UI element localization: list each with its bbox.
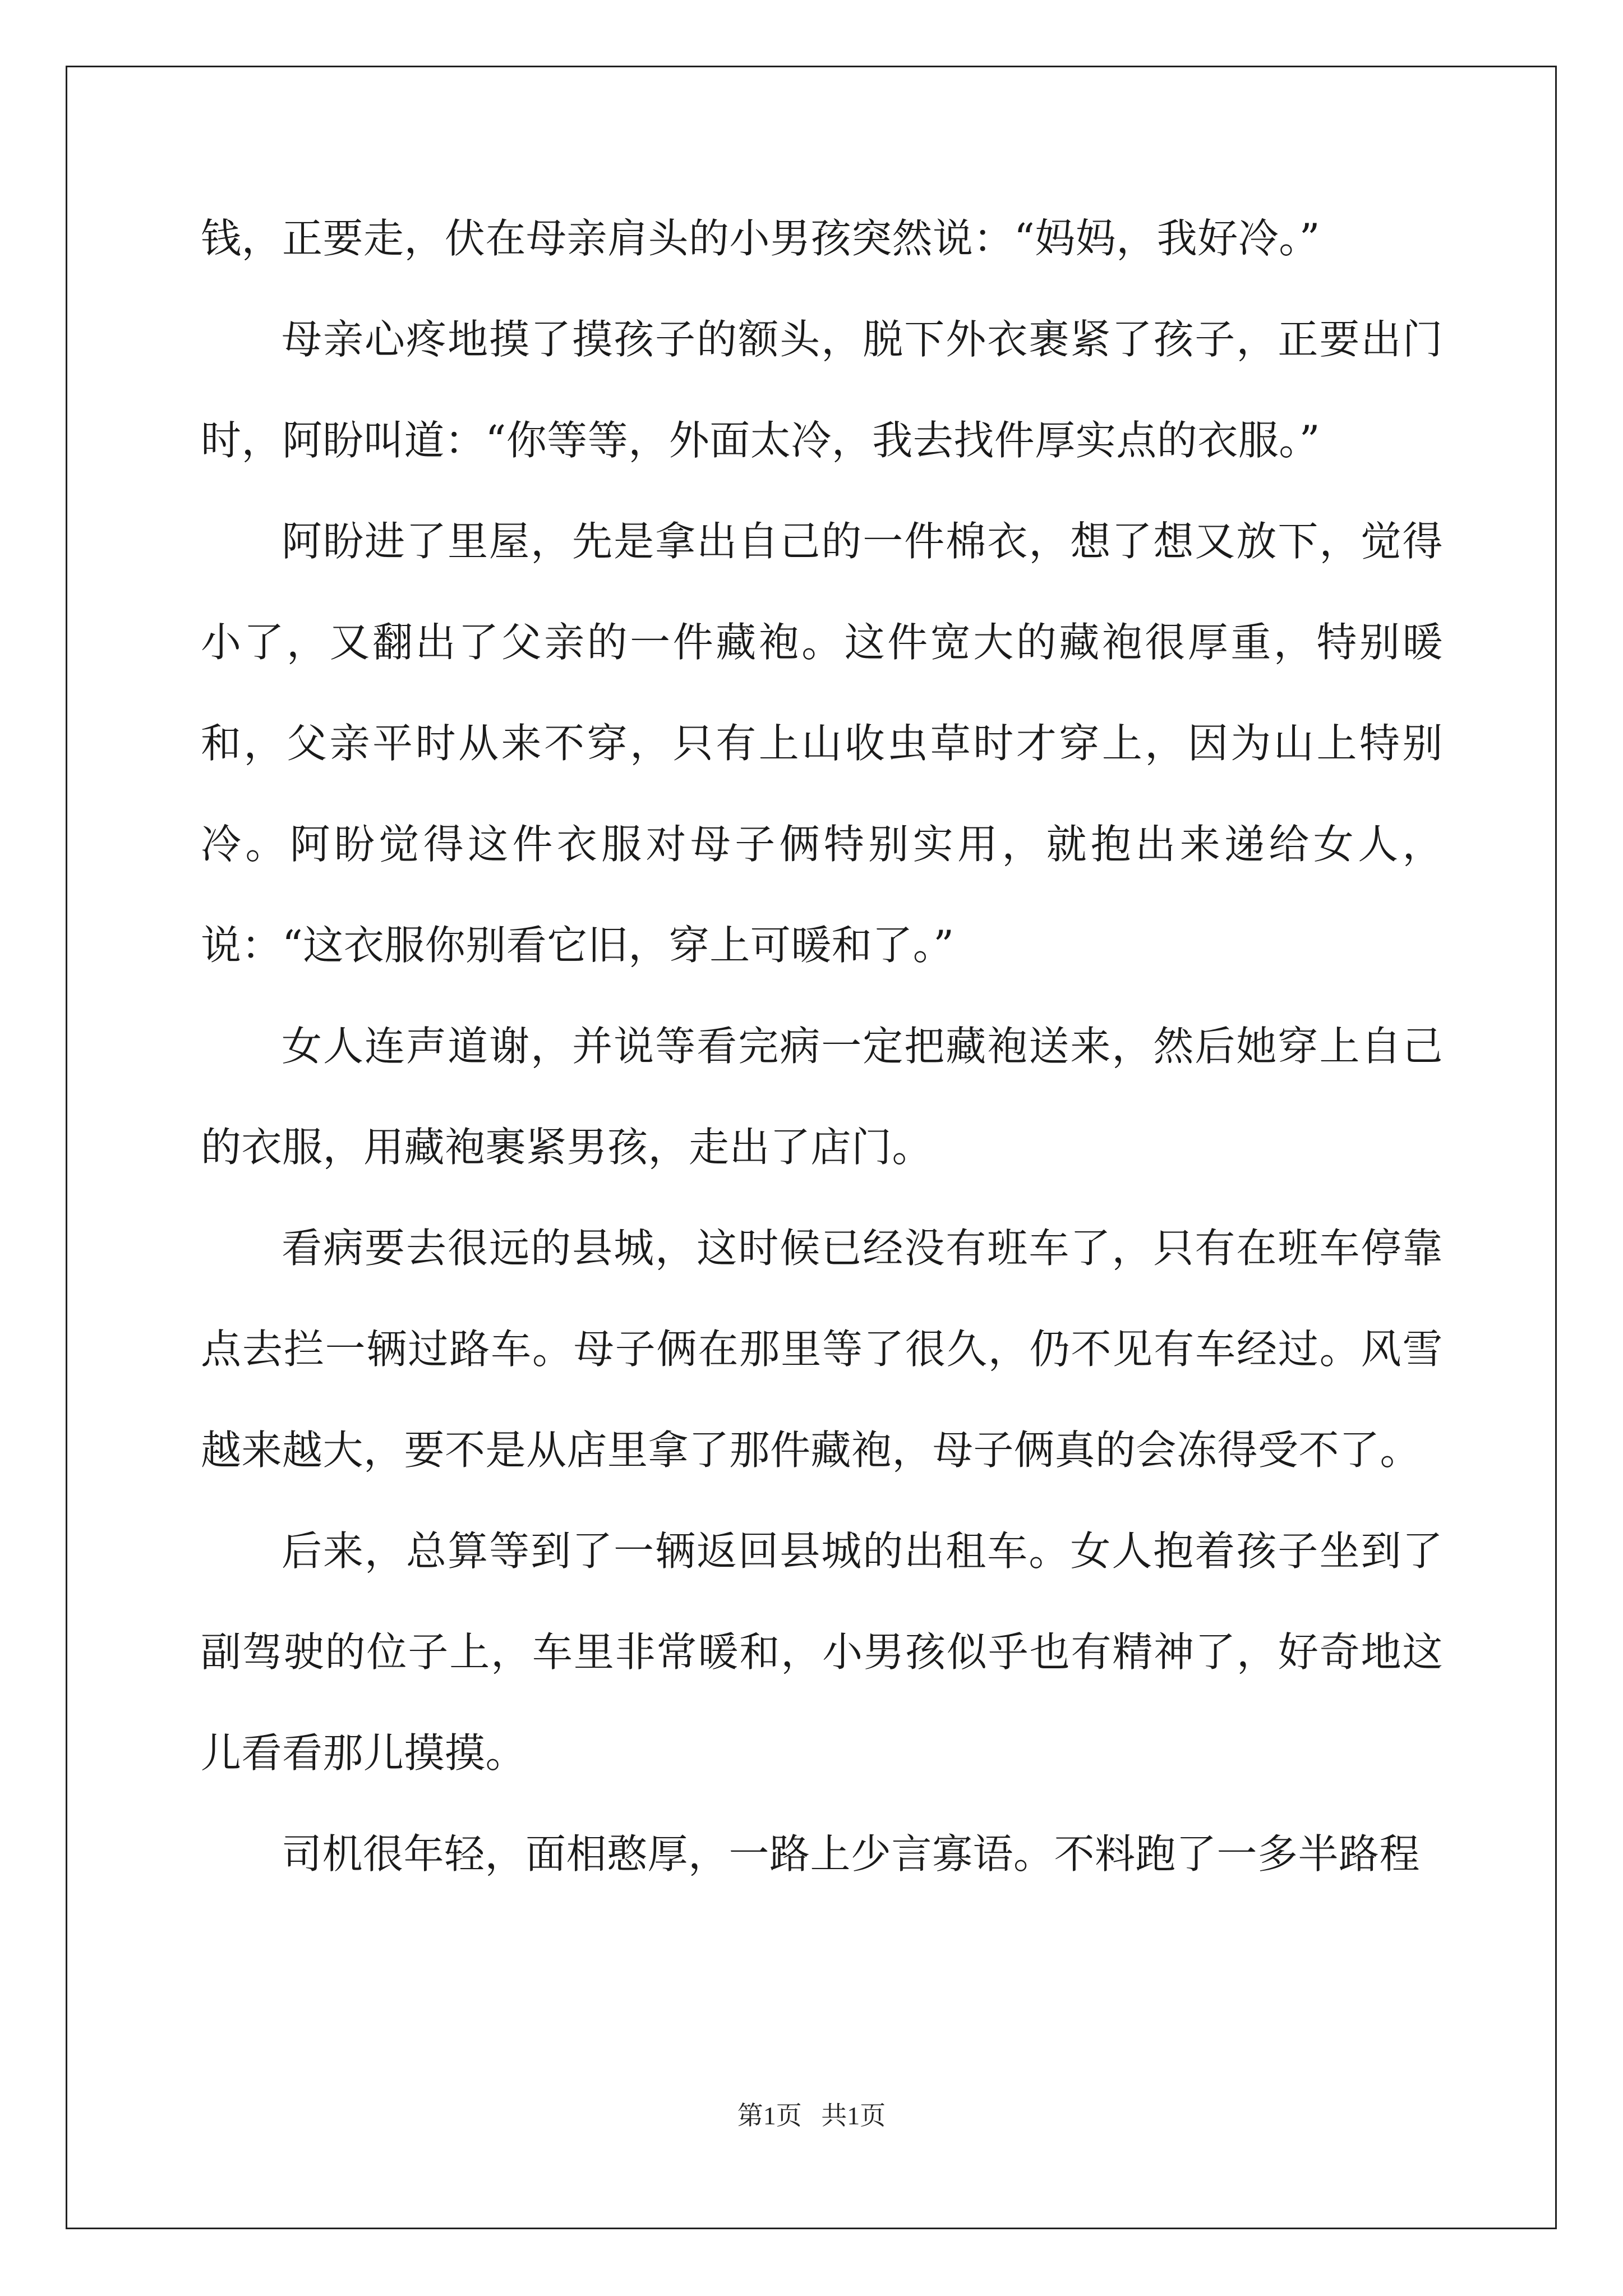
page-footer: 第1页 共1页 bbox=[737, 2101, 886, 2130]
paragraph-2: 母亲心疼地摸了摸孩子的额头，脱下外衣裹紧了孩子，正要出门时，阿盼叫道：“你等等，外面太冷，我去找件厚实点的衣服。” bbox=[201, 316, 1443, 464]
paragraph-7: 司机很年轻，面相憨厚，一路上少言寡语。不料跑了一多半路程 bbox=[282, 1830, 1421, 1878]
paragraph-6: 后来，总算等到了一辆返回县城的出租车。女人抱着孩子坐到了副驾驶的位子上，车里非常暖和，小男孩似乎也有精神了，好奇地这儿看看那儿摸摸。 bbox=[201, 1527, 1443, 1777]
document-body bbox=[201, 188, 1443, 1904]
paragraph-3: 阿盼进了里屋，先是拿出自己的一件棉衣，想了想又放下，觉得小了，又翻出了父亲的一件藏袍。这件宽大的藏袍很厚重，特别暖和，父亲平时从来不穿，只有上山收虫草时才穿上，因为山上特别冷。阿盼觉得这件衣服对母子俩特别实用，就抱出来递给女人，说：“这衣服你别看它旧，穿上可暖和了。” bbox=[201, 518, 1443, 969]
paragraph-1: 钱，正要走，伏在母亲肩头的小男孩突然说：“妈妈，我好冷。” bbox=[201, 215, 1321, 262]
paragraph-5: 看病要去很远的县城，这时候已经没有班车了，只有在班车停靠点去拦一辆过路车。母子俩在那里等了很久，仍不见有车经过。风雪越来越大，要不是从店里拿了那件藏袍，母子俩真的会冻得受不了。 bbox=[201, 1225, 1443, 1474]
paragraph-4: 女人连声道谢，并说等看完病一定把藏袍送来，然后她穿上自己的衣服，用藏袍裹紧男孩，走出了店门。 bbox=[201, 1023, 1443, 1171]
